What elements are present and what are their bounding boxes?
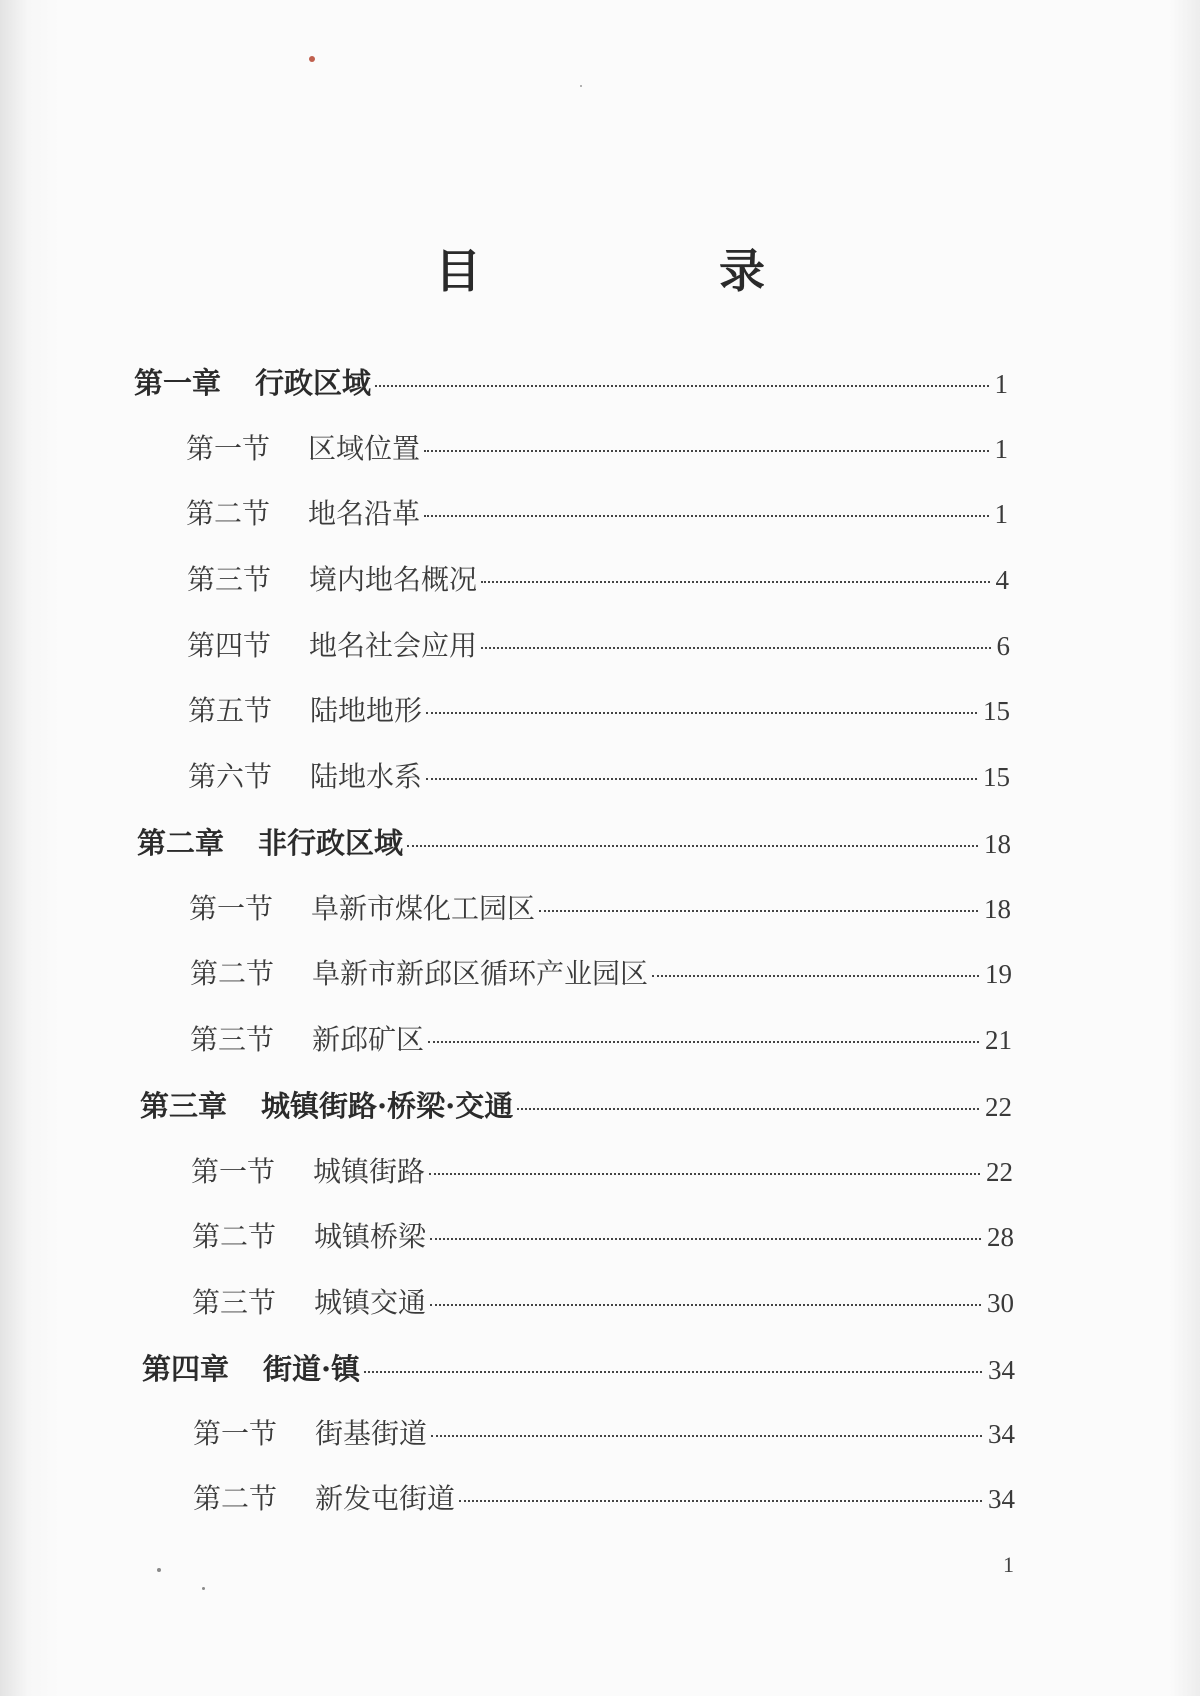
toc-section-entry[interactable] <box>193 1412 1015 1452</box>
toc-section-entry[interactable] <box>188 755 1010 795</box>
toc-chapter-entry[interactable] <box>140 1084 1012 1124</box>
page-number: 6 <box>996 631 1010 661</box>
scan-speck <box>202 1587 205 1590</box>
section-number: 第二节 <box>190 957 275 990</box>
page-number: 1 <box>994 499 1008 529</box>
dot-leader <box>426 778 977 780</box>
section-number: 第二节 <box>186 497 271 530</box>
section-title: 陆地水系 <box>310 760 423 793</box>
section-number: 第三节 <box>187 563 272 596</box>
toc-section-entry[interactable] <box>186 427 1008 467</box>
section-title: 地名社会应用 <box>309 629 478 662</box>
chapter-number: 第三章 <box>140 1089 228 1123</box>
toc-section-entry[interactable] <box>186 492 1008 532</box>
page-number: 22 <box>986 1157 1013 1187</box>
section-number: 第三节 <box>192 1286 277 1319</box>
scan-speck <box>157 1568 161 1572</box>
dot-leader <box>481 581 989 583</box>
chapter-number: 第二章 <box>137 826 225 860</box>
section-number: 第六节 <box>188 760 273 793</box>
page-number: 34 <box>988 1355 1015 1385</box>
toc-section-entry[interactable] <box>191 1150 1013 1190</box>
chapter-title: 街道·镇 <box>263 1352 361 1386</box>
dot-leader <box>428 1041 979 1043</box>
section-title: 阜新市新邱区循环产业园区 <box>312 957 649 990</box>
section-title: 街基街道 <box>315 1417 428 1450</box>
page-number: 28 <box>987 1222 1014 1252</box>
page-number: 15 <box>983 762 1010 792</box>
scan-speck <box>309 56 315 62</box>
scan-speck <box>580 85 582 87</box>
chapter-title: 行政区域 <box>255 366 372 400</box>
section-title: 境内地名概况 <box>309 563 478 596</box>
page-number: 22 <box>985 1092 1012 1122</box>
page-folio: 1 <box>1003 1552 1014 1577</box>
toc-section-entry[interactable] <box>187 624 1010 664</box>
dot-leader <box>430 1238 981 1240</box>
page-number: 15 <box>983 696 1010 726</box>
section-number: 第二节 <box>192 1220 277 1253</box>
section-number: 第二节 <box>193 1482 278 1515</box>
section-title: 新邱矿区 <box>312 1023 425 1056</box>
toc-section-entry[interactable] <box>189 887 1011 927</box>
dot-leader <box>539 910 978 912</box>
page-number: 1 <box>994 369 1008 399</box>
dot-leader <box>426 712 977 714</box>
chapter-number: 第一章 <box>134 366 222 400</box>
page-number: 1 <box>994 434 1008 464</box>
section-title: 新发屯街道 <box>315 1482 456 1515</box>
section-number: 第一节 <box>189 892 274 925</box>
section-number: 第一节 <box>186 432 271 465</box>
section-number: 第四节 <box>187 629 272 662</box>
toc-section-entry[interactable] <box>187 558 1009 598</box>
dot-leader <box>375 385 988 387</box>
page-number: 34 <box>988 1484 1015 1514</box>
section-title: 区域位置 <box>308 432 421 465</box>
toc-section-entry[interactable] <box>193 1477 1015 1517</box>
toc-section-entry[interactable] <box>188 689 1010 729</box>
dot-leader <box>517 1108 979 1110</box>
page-number: 19 <box>985 959 1012 989</box>
section-number: 第一节 <box>191 1155 276 1188</box>
toc-chapter-entry[interactable] <box>142 1347 1015 1387</box>
dot-leader <box>481 647 990 649</box>
section-title: 阜新市煤化工园区 <box>311 892 536 925</box>
dot-leader <box>407 845 978 847</box>
section-title: 地名沿革 <box>308 497 421 530</box>
toc-section-entry[interactable] <box>192 1215 1014 1255</box>
dot-leader <box>652 975 979 977</box>
dot-leader <box>429 1173 980 1175</box>
section-title: 城镇桥梁 <box>314 1220 427 1253</box>
section-title: 城镇交通 <box>314 1286 427 1319</box>
dot-leader <box>430 1304 981 1306</box>
dot-leader <box>424 450 988 452</box>
page-number: 34 <box>988 1419 1015 1449</box>
section-title: 城镇街路 <box>313 1155 426 1188</box>
dot-leader <box>364 1371 982 1373</box>
chapter-number: 第四章 <box>142 1352 230 1386</box>
page-number: 30 <box>987 1288 1014 1318</box>
chapter-title: 非行政区域 <box>258 826 404 860</box>
dot-leader <box>431 1435 982 1437</box>
toc-section-entry[interactable] <box>190 1018 1012 1058</box>
dot-leader <box>459 1500 982 1502</box>
dot-leader <box>424 515 988 517</box>
section-number: 第一节 <box>193 1417 278 1450</box>
page-number: 4 <box>995 565 1009 595</box>
toc-chapter-entry[interactable] <box>137 821 1011 861</box>
page-number: 18 <box>984 829 1011 859</box>
page-number: 18 <box>984 894 1011 924</box>
chapter-title: 城镇街路·桥梁·交通 <box>261 1089 514 1123</box>
section-number: 第三节 <box>190 1023 275 1056</box>
toc-heading: 目 录 <box>435 244 861 298</box>
section-number: 第五节 <box>188 694 273 727</box>
toc-section-entry[interactable] <box>192 1281 1014 1321</box>
page-number: 21 <box>985 1025 1012 1055</box>
toc-section-entry[interactable] <box>190 952 1012 992</box>
toc-chapter-entry[interactable] <box>134 361 1008 401</box>
section-title: 陆地地形 <box>310 694 423 727</box>
